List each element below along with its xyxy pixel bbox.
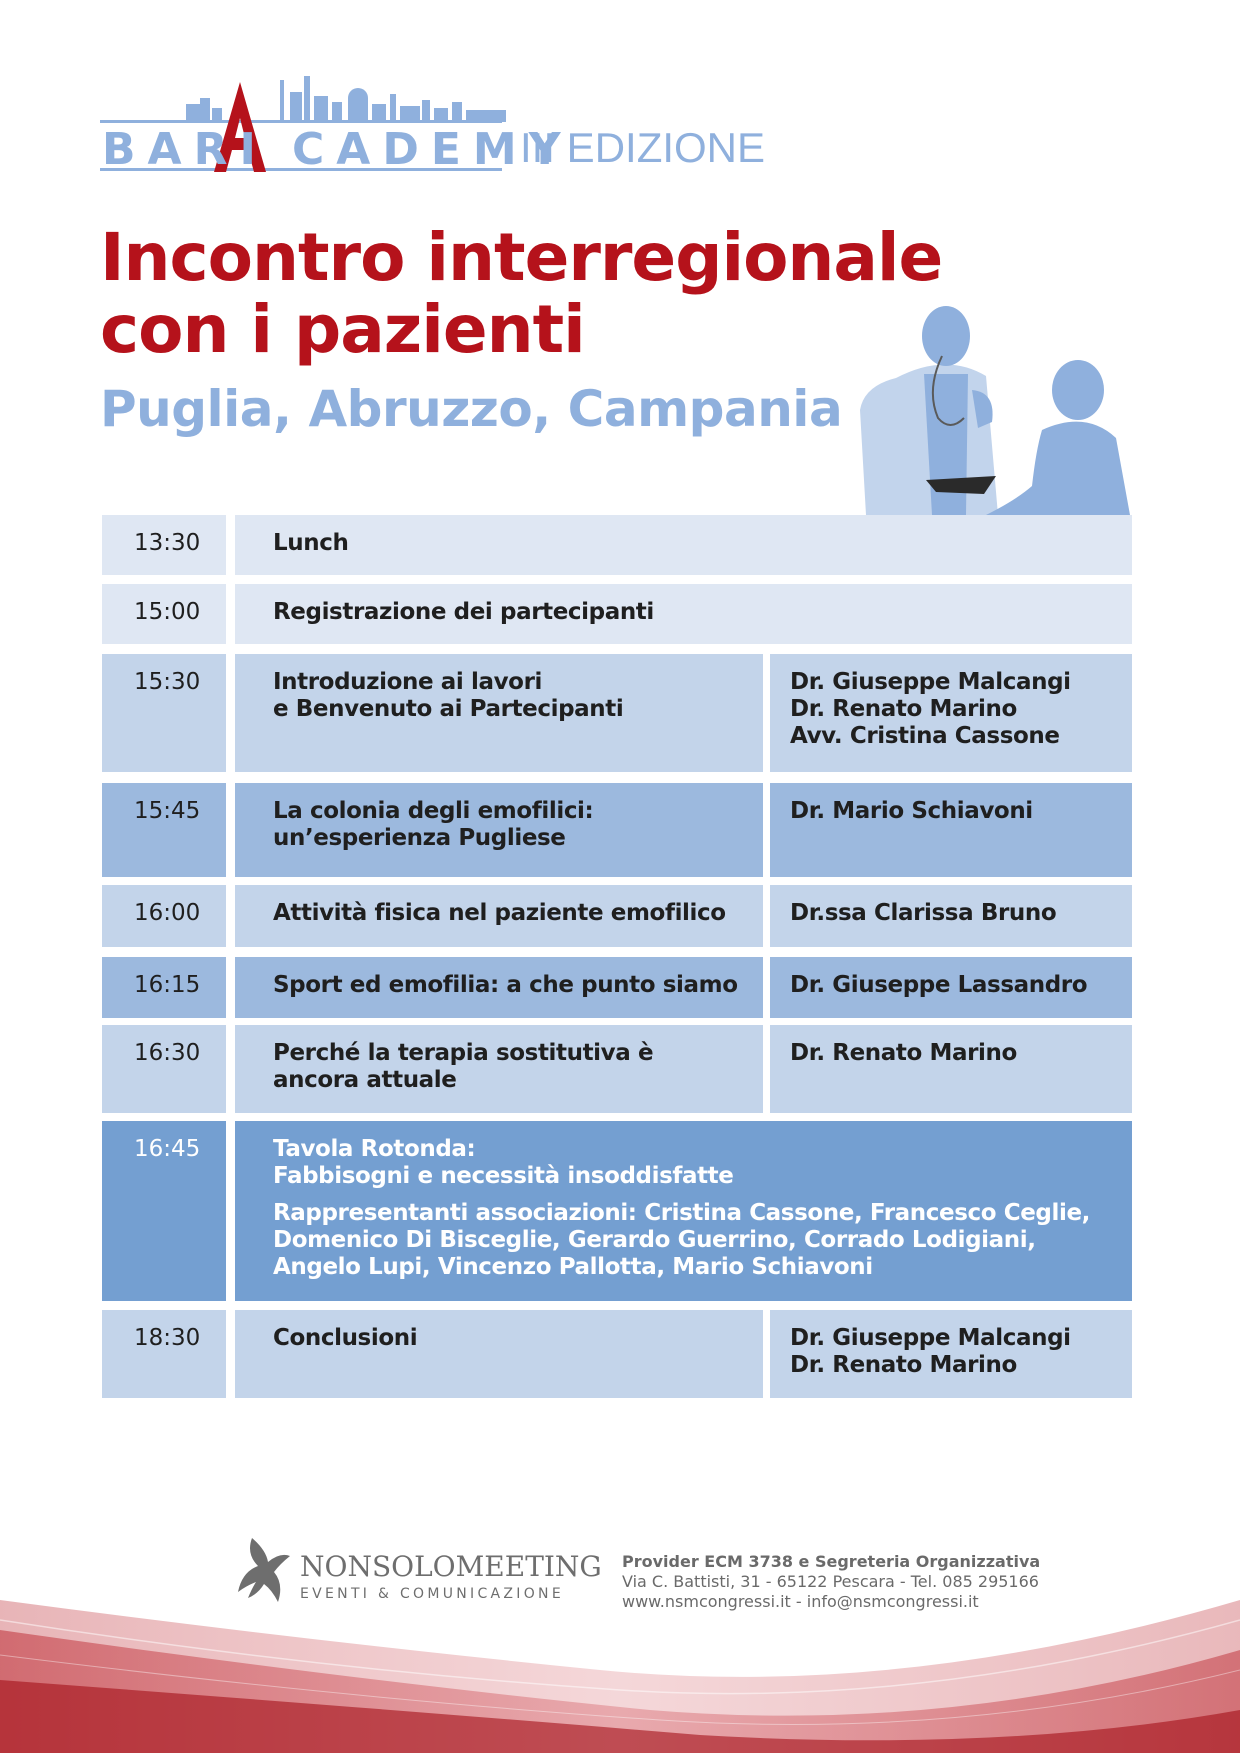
nonsolomeeting-logo — [228, 1532, 602, 1612]
row-topic: Introduzione ai lavori e Benvenuto ai Partecipanti — [235, 654, 763, 772]
row-speakers: Dr. Mario Schiavoni — [770, 783, 1132, 877]
table-row — [102, 654, 1132, 772]
row-time: 18:30 — [102, 1310, 226, 1398]
row-topic: Sport ed emofilia: a che punto siamo — [235, 957, 763, 1018]
edition-label: III EDIZIONE — [520, 124, 766, 171]
footer-logo-name: NONSOLOMEETING — [300, 1550, 602, 1583]
table-row — [102, 584, 1132, 644]
row-time: 13:30 — [102, 515, 226, 575]
doctor-patient-illustration — [846, 300, 1130, 515]
round-table-participants: Rappresentanti associazioni: Cristina Cassone, Francesco Ceglie, Domenico Di Bisceglie, Gerardo Guerrino, Corrado Lodigiani, Angelo Lupi, Vincenzo Pallotta, Mario Schiavoni — [273, 1200, 1090, 1280]
row-time: 15:45 — [102, 783, 226, 877]
page-title — [100, 219, 960, 368]
title-line-1: Incontro interregionale — [100, 219, 943, 296]
logo-word-cademy: CADEMY — [292, 124, 573, 175]
row-speakers: Dr.ssa Clarissa Bruno — [770, 885, 1132, 947]
row-speakers: Dr. Renato Marino — [770, 1025, 1132, 1113]
row-topic: Attività fisica nel paziente emofilico — [235, 885, 763, 947]
row-time: 16:15 — [102, 957, 226, 1018]
row-topic: Tavola Rotonda: Fabbisogni e necessità insoddisfatte Rappresentanti associazioni: Cristina Cassone, Francesco Ceglie, Domenico Di Bisceglie, Gerardo Guerrino, Corrado Lodigiani, Angelo Lupi, Vincenzo Pallotta, Mario Schiavoni — [235, 1121, 1132, 1301]
table-row — [102, 783, 1132, 877]
row-time: 16:45 — [102, 1121, 226, 1301]
footer-web: www.nsmcongressi.it - info@nsmcongressi.it — [622, 1592, 979, 1611]
logo-word-bari: BARI — [102, 124, 268, 175]
row-topic: La colonia degli emofilici: un’esperienza Pugliese — [235, 783, 763, 877]
row-time: 15:30 — [102, 654, 226, 772]
row-topic: Registrazione dei partecipanti — [235, 584, 1132, 644]
row-time: 15:00 — [102, 584, 226, 644]
table-row — [102, 1121, 1132, 1301]
row-topic: Lunch — [235, 515, 1132, 575]
pegasus-icon — [228, 1532, 292, 1606]
table-row — [102, 957, 1132, 1018]
row-topic: Perché la terapia sostitutiva è ancora attuale — [235, 1025, 763, 1113]
footer-contact-info — [622, 1552, 1040, 1612]
page-subtitle: Puglia, Abruzzo, Campania — [100, 380, 843, 438]
table-row — [102, 885, 1132, 947]
row-speakers: Dr. Giuseppe Malcangi Dr. Renato Marino Avv. Cristina Cassone — [770, 654, 1132, 772]
table-row — [102, 515, 1132, 575]
row-speakers: Dr. Giuseppe Lassandro — [770, 957, 1132, 1018]
footer-logo-tagline: EVENTI & COMUNICAZIONE — [300, 1586, 564, 1602]
footer-address: Via C. Battisti, 31 - 65122 Pescara - Tel. 085 295166 — [622, 1572, 1039, 1591]
bari-academy-logo — [100, 72, 766, 182]
row-topic: Conclusioni — [235, 1310, 763, 1398]
table-row — [102, 1025, 1132, 1113]
row-speakers: Dr. Giuseppe Malcangi Dr. Renato Marino — [770, 1310, 1132, 1398]
footer-provider: Provider ECM 3738 e Segreteria Organizzativa — [622, 1552, 1041, 1571]
title-line-2: con i pazienti — [100, 291, 585, 368]
table-row — [102, 1310, 1132, 1398]
red-wave-decoration — [0, 1560, 1240, 1753]
row-time: 16:00 — [102, 885, 226, 947]
row-time: 16:30 — [102, 1025, 226, 1113]
